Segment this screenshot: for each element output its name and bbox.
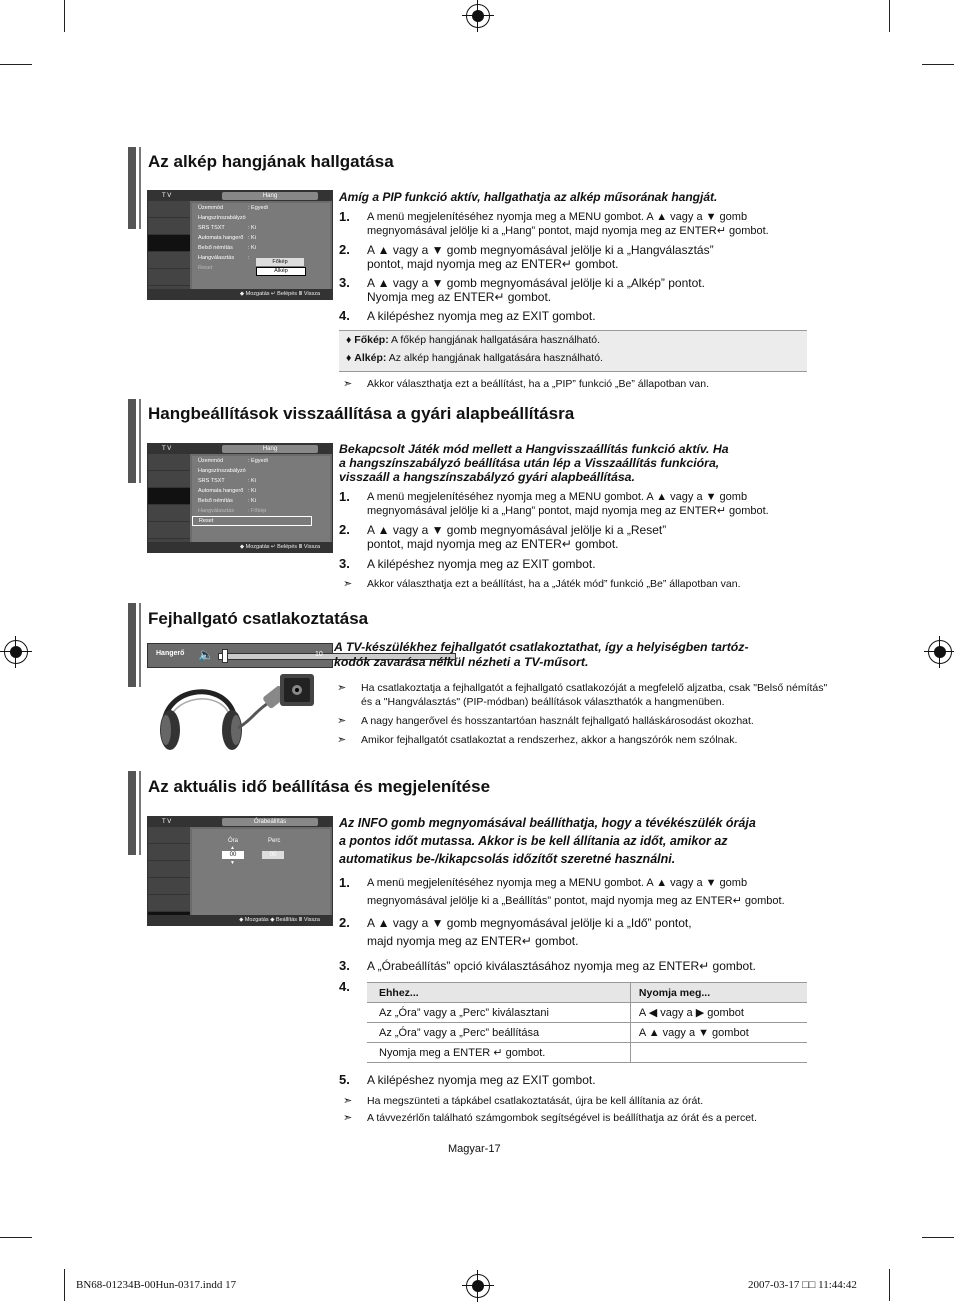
section-bar — [128, 399, 136, 483]
step: 4. A kilépéshez nyomja meg az EXIT gombot. — [339, 308, 596, 323]
registration-mark-top — [466, 4, 490, 28]
section1-title: Az alkép hangjának hallgatása — [148, 152, 394, 171]
clock-minute-value: 00 — [262, 851, 284, 859]
clock-hour-value: 00 — [222, 851, 244, 859]
down-arrow-icon: ▼ — [230, 860, 235, 866]
step: 5. A kilépéshez nyomja meg az EXIT gombot. — [339, 1072, 596, 1087]
step: 3. A ▲ vagy a ▼ gomb megnyomásával jelölje ki a „Alkép” pontot. Nyomja meg az ENTER↵ gombot. — [339, 275, 705, 304]
volume-value: 10 — [315, 651, 323, 658]
page-number: Magyar-17 — [448, 1143, 501, 1155]
tv-menu-clock: T V Órabeállítás Óra Perc ▲ 00 00 ▼ ◆ Mozgatás ◆ Beállítás Ⅲ Vissza — [147, 816, 333, 926]
note: ➣ A nagy hangerővel és hosszantartóan használt fejhallgató halláskárosodást okozhat. — [337, 715, 754, 727]
note: ➣ Ha csatlakoztatja a fejhallgatót a fejhallgató csatlakozóját a megfelelő aljzatba, csak "Belső némítás" és a "Hangválasztás" (PIP-módban) beállítások választhatók a hangmenüben. — [337, 682, 828, 708]
menu-row: Automata hangerő : Ki — [198, 488, 256, 494]
menu-row-selected: Reset — [192, 516, 312, 526]
section-bar-thin — [139, 603, 141, 687]
popup-option-selected: Alkép — [256, 267, 306, 276]
registration-mark-bottom — [466, 1274, 490, 1298]
note-arrow-icon: ➣ — [343, 1095, 353, 1107]
menu-row: Üzemmód : Egyedi — [198, 458, 268, 464]
menu-tv-label: T V — [162, 193, 172, 199]
table-row: Az „Óra” vagy a „Perc” beállítása A ▲ vagy a ▼ gombot — [367, 1023, 807, 1043]
section-bar — [128, 147, 136, 229]
footer-date: 2007-03-17 □□ 11:44:42 — [748, 1279, 857, 1291]
speaker-icon: 🔈 — [198, 647, 215, 662]
footer-file: BN68-01234B-00Hun-0317.indd 17 — [76, 1279, 237, 1291]
headphones-illustration — [152, 668, 332, 754]
section-bar-thin — [139, 771, 141, 855]
menu-row: SRS TSXT : Ki — [198, 225, 256, 231]
table-row: Nyomja meg a ENTER ↵ gombot. — [367, 1043, 807, 1063]
section-bar-thin — [139, 147, 141, 229]
menu-row: Hangszínszabályzó — [198, 468, 246, 474]
section4-title: Az aktuális idő beállítása és megjelenítése — [148, 777, 491, 796]
clock-minute-label: Perc — [268, 838, 281, 844]
menu-row: SRS TSXT : Ki — [198, 478, 256, 484]
menu-list — [192, 203, 330, 289]
note: ➣ A távvezérlőn található számgombok segítségével is beállíthatja az órát és a percet. — [343, 1112, 757, 1124]
menu-sidebar — [148, 201, 190, 289]
step: 1. A menü megjelenítéséhez nyomja meg a MENU gombot. A ▲ vagy a ▼ gomb megnyomásával jelölje ki a „Hang” pontot, majd nyomja meg az ENTER↵ gombot. — [339, 209, 769, 237]
menu-row: Hangválasztás : — [198, 255, 250, 261]
tv-menu-sound-pip — [147, 190, 333, 300]
section4-intro: Az INFO gomb megnyomásával beállíthatja, hogy a tévékészülék órája a pontos időt mutassa. Akkor is be kell állítania az időt, amikor az automatikus be-/kikapcsolás időzítőt szeretné használni. — [339, 816, 756, 866]
note: ➣ Amikor fejhallgatót csatlakoztat a rendszerhez, akkor a hangszórók nem szólnak. — [337, 734, 738, 746]
menu-footer: ◆ Mozgatás ↵ Belépés Ⅲ Vissza — [148, 289, 332, 299]
section2-intro: Bekapcsolt Játék mód mellett a Hangvisszaállítás funkció aktív. Ha a hangszínszabályzó beállítása után lép a Visszaállítás funkcióra, visszaáll a hangszínszabályzó gyári alapbeállítása. — [339, 442, 729, 484]
note: ➣ Akkor választhatja ezt a beállítást, ha a „Játék mód” funkció „Be” állapotban van. — [343, 578, 741, 590]
menu-row: Hangszínszabályzó — [198, 215, 246, 221]
note-arrow-icon: ➣ — [343, 1112, 353, 1124]
note: ➣ Akkor választhatja ezt a beállítást, ha a „PIP” funkció „Be” állapotban van. — [343, 378, 710, 390]
menu-row: Üzemmód : Egyedi — [198, 205, 268, 211]
info-box — [339, 330, 807, 372]
step: 2. A ▲ vagy a ▼ gomb megnyomásával jelölje ki a „Hangválasztás” pontot, majd nyomja meg az ENTER↵ gombot. — [339, 242, 714, 271]
popup-option: Főkép — [256, 258, 304, 266]
step: 3. A „Órabeállítás” opció kiválasztásához nyomja meg az ENTER↵ gombot. — [339, 958, 756, 973]
menu-row: Hangválasztás : Főkép — [198, 508, 267, 514]
section3-intro: A TV-készülékhez fejhallgatót csatlakoztathat, így a helyiségben tartóz- kodók zavarása nélkül nézheti a TV-műsort. — [334, 640, 749, 669]
step: 3. A kilépéshez nyomja meg az EXIT gombot. — [339, 556, 596, 571]
tv-menu-sound-reset: T V Hang Üzemmód : Egyedi Hangszínszabályzó SRS TSXT : Ki Automata hangerő : Ki Belső némítás : Ki Hangválasztás : Főkép Reset ◆ Mozgatás ↵ Belépés Ⅲ Vissza — [147, 443, 333, 553]
menu-row: Belső némítás : Ki — [198, 498, 256, 504]
clock-hour-label: Óra — [228, 838, 239, 844]
note-arrow-icon: ➣ — [337, 715, 347, 727]
section1-intro: Amíg a PIP funkció aktív, hallgathatja az alkép műsorának hangját. — [339, 190, 718, 204]
table-row: Az „Óra” vagy a „Perc” kiválasztani A ◀ vagy a ▶ gombot — [367, 1003, 807, 1023]
info-item: ♦ Főkép: A főkép hangjának hallgatására használható. — [346, 334, 601, 346]
registration-mark-right — [928, 640, 952, 664]
note-arrow-icon: ➣ — [343, 378, 353, 390]
table-header: Nyomja meg... — [630, 983, 807, 1003]
menu-tab: Hang — [222, 192, 318, 200]
note-arrow-icon: ➣ — [337, 734, 347, 746]
note-arrow-icon: ➣ — [337, 682, 347, 694]
volume-osd — [147, 643, 333, 668]
info-item: ♦ Alkép: Az alkép hangjának hallgatására használható. — [346, 352, 603, 364]
section-bar — [128, 771, 136, 855]
clock-table — [367, 982, 807, 1063]
registration-mark-left — [4, 640, 28, 664]
section3-title: Fejhallgató csatlakoztatása — [148, 609, 369, 628]
menu-row: Belső némítás : Ki — [198, 245, 256, 251]
step: 1. A menü megjelenítéséhez nyomja meg a MENU gombot. A ▲ vagy a ▼ gomb megnyomásával jelölje ki a „Hang” pontot, majd nyomja meg az ENTER↵ gombot. — [339, 489, 769, 517]
step: 2. A ▲ vagy a ▼ gomb megnyomásával jelölje ki a „Reset” pontot, majd nyomja meg az ENTER↵ gombot. — [339, 522, 667, 551]
menu-row: Automata hangerő : Ki — [198, 235, 256, 241]
up-arrow-icon: ▲ — [230, 845, 235, 851]
volume-knob — [222, 649, 228, 663]
section-bar-thin — [139, 399, 141, 483]
note: ➣ Ha megszünteti a tápkábel csatlakoztatását, újra be kell állítania az órát. — [343, 1095, 704, 1107]
step: 2. A ▲ vagy a ▼ gomb megnyomásával jelölje ki a „Idő” pontot, majd nyomja meg az ENTER↵ gombot. — [339, 915, 692, 948]
note-arrow-icon: ➣ — [343, 578, 353, 590]
table-header: Ehhez... — [367, 983, 630, 1003]
step: 1. A menü megjelenítéséhez nyomja meg a MENU gombot. A ▲ vagy a ▼ gomb megnyomásával jelölje ki a „Beállítás” pontot, majd nyomja meg az ENTER↵ gombot. — [339, 875, 785, 907]
volume-label: Hangerő — [156, 650, 185, 657]
menu-row: Reset — [198, 265, 213, 271]
section-bar — [128, 603, 136, 687]
section2-title: Hangbeállítások visszaállítása a gyári alapbeállításra — [148, 404, 575, 423]
